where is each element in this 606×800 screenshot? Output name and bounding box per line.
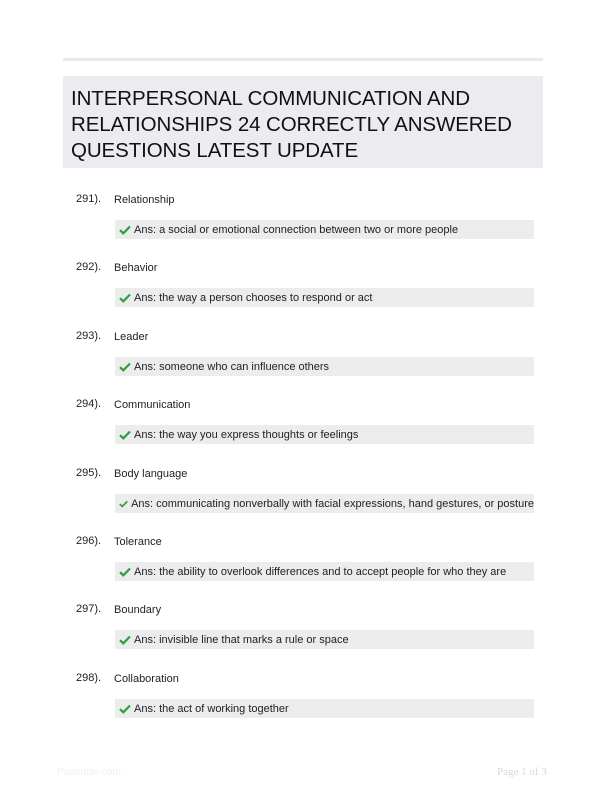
question-number: 291). — [76, 193, 102, 205]
check-icon — [119, 225, 131, 235]
answer-text: Ans: the way a person chooses to respond or act — [134, 291, 373, 304]
page-indicator: Page 1 of 3 — [497, 766, 547, 778]
check-icon — [119, 293, 131, 303]
document-title: INTERPERSONAL COMMUNICATION AND RELATIONSHIPS 24 CORRECTLY ANSWERED QUESTIONS LATEST UPDATE — [71, 87, 512, 162]
check-icon — [119, 704, 131, 714]
question-term: Relationship — [114, 194, 175, 206]
check-icon — [119, 499, 128, 509]
check-icon — [119, 567, 131, 577]
answer-box — [115, 630, 534, 649]
question-number: 297). — [76, 603, 102, 615]
check-icon — [119, 430, 131, 440]
question-term: Collaboration — [114, 673, 179, 685]
answer-text: Ans: the act of working together — [134, 702, 289, 715]
answer-box — [115, 562, 534, 581]
question-term: Body language — [114, 468, 188, 480]
question-number: 298). — [76, 672, 102, 684]
answer-text: Ans: communicating nonverbally with facial expressions, hand gestures, or posture — [131, 497, 534, 510]
title-banner — [63, 76, 543, 168]
check-icon — [119, 362, 131, 372]
question-term: Behavior — [114, 262, 158, 274]
question-number: 296). — [76, 535, 102, 547]
question-term: Leader — [114, 331, 149, 343]
answer-box — [115, 220, 534, 239]
footer-watermark: Papertitle.com — [57, 767, 121, 778]
question-number: 293). — [76, 330, 102, 342]
answer-box — [115, 494, 534, 513]
answer-box — [115, 288, 534, 307]
question-number: 294). — [76, 398, 102, 410]
answer-box — [115, 699, 534, 718]
check-icon — [119, 635, 131, 645]
question-number: 295). — [76, 467, 102, 479]
question-term: Communication — [114, 399, 191, 411]
question-number: 292). — [76, 261, 102, 273]
top-divider — [63, 58, 543, 61]
answer-text: Ans: someone who can influence others — [134, 360, 330, 373]
answer-text: Ans: invisible line that marks a rule or space — [134, 633, 349, 646]
answer-box — [115, 425, 534, 444]
answer-text: Ans: a social or emotional connection between two or more people — [134, 223, 459, 236]
answer-box — [115, 357, 534, 376]
question-term: Boundary — [114, 604, 162, 616]
answer-text: Ans: the ability to overlook differences and to accept people for who they are — [134, 565, 507, 578]
question-term: Tolerance — [114, 536, 162, 548]
answer-text: Ans: the way you express thoughts or feelings — [134, 428, 359, 441]
